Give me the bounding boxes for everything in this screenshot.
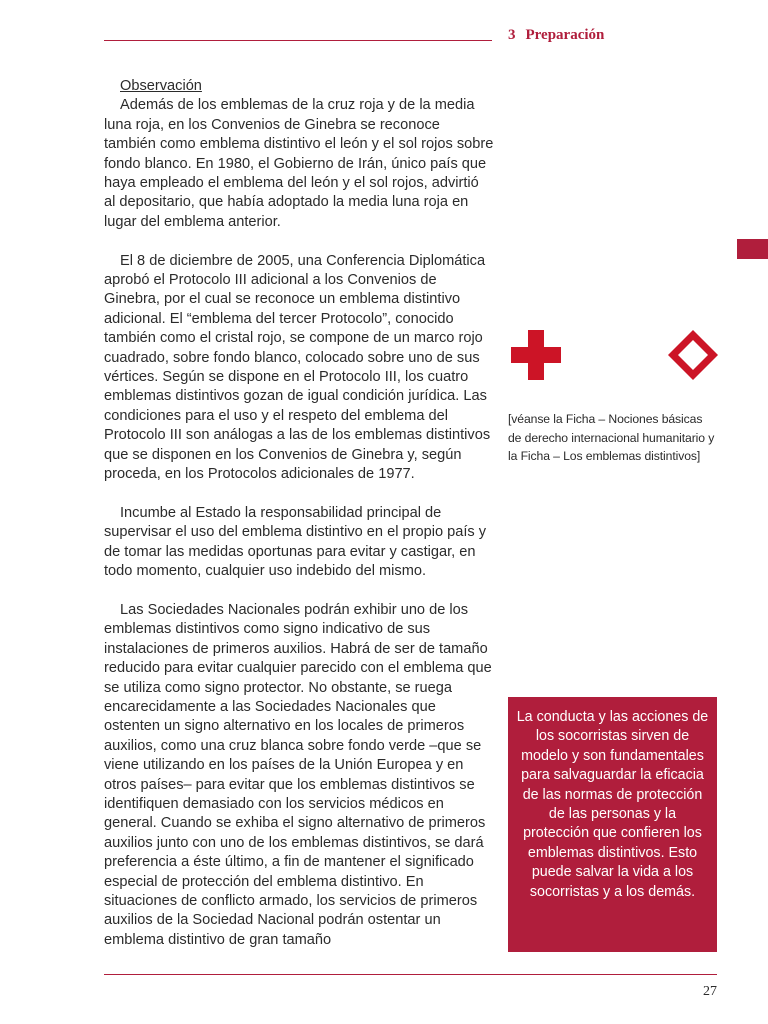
emblems-row: [508, 325, 723, 385]
callout-box: [508, 697, 717, 952]
red-cross-icon: [511, 330, 561, 380]
paragraph-2: El 8 de diciembre de 2005, una Conferencia Diplomática aprobó el Protocolo III adicional a los Convenios de Ginebra, por el cual se reconoce un emblema distintivo adicional. El “emblema del tercer Protocolo”, conocido también como el cristal rojo, se compone de un marco rojo cuadrado, sobre fondo blanco, colocado sobre uno de sus vértices. Según se dispone en el Protocolo III, los cuatro emblemas distintivos gozan de igual condición jurídica. Las condiciones para el uso y el respeto del emblema del Protocolo III son análogas a las de los emblemas distintivos que se disponen en los Convenios de Ginebra y, según proceda, en los Protocolos adicionales de 1977.: [104, 252, 491, 483]
chapter-side-tab: [737, 239, 768, 259]
paragraph-1: Además de los emblemas de la cruz roja y de la media luna roja, en los Convenios de Ginebra se reconoce también como emblema distintivo el león y el sol rojos sobre fondo blanco. En 1980, el Gobierno de Irán, único país que haya empleado el emblema del león y el sol rojos, advirtió al depositario, que había adoptado la media luna roja en lugar del emblema anterior.: [104, 97, 494, 230]
chapter-number: 3: [508, 27, 516, 43]
paragraph-3: Incumbe al Estado la responsabilidad principal de supervisar el uso del emblema distintivo en el propio país y de tomar las medidas oportunas para evitar y castigar, en todo momento, cualquier uso indebido del mismo.: [104, 504, 487, 580]
emblems-graphic: [508, 325, 723, 385]
footer-rule: [104, 974, 717, 975]
emblems-caption: [véanse la Ficha – Nociones básicas de derecho internacional humanitario y la Ficha – Los emblemas distintivos]: [508, 412, 715, 463]
page-number: 27: [703, 984, 717, 999]
callout-text: La conducta y las acciones de los socorristas sirven de modelo y son fundamentales para salvaguardar la eficacia de las normas de protección de las personas y la protección que confieren los emblemas distintivos. Esto puede salvar la vida a los socorristas y a los demás.: [516, 709, 709, 900]
red-crystal-icon: [668, 330, 718, 380]
main-text: [104, 77, 494, 970]
header-rule: [104, 40, 492, 41]
chapter-header: [508, 27, 604, 44]
red-crescent-icon: [606, 333, 628, 377]
section-heading: Observación: [120, 78, 202, 94]
paragraph-4: Las Sociedades Nacionales podrán exhibir uno de los emblemas distintivos como signo indicativo de sus instalaciones de primeros auxilios. Habrá de ser de tamaño reducido para evitar cualquier parecido con el emblema que se utiliza como signo protector. No obstante, se ruega encarecidamente a las Sociedades Nacionales que ostenten un signo alternativo en los locales de primeros auxilios, como una cruz blanca sobre fondo verde –que se viene utilizando en los países de la Unión Europea y en otros países– para evitar que los emblemas distintivos se identifiquen demasiado con los servicios médicos en general. Cuando se exhiba el signo alternativo de primeros auxilios junto con uno de los emblemas distintivos, se dará preferencia a éste último, a fin de mantener el significado especial de protección del emblema distintivo. En situaciones de conflicto armado, los servicios de primeros auxilios de la Sociedad Nacional podrán ostentar un emblema distintivo de gran tamaño: [104, 601, 492, 948]
chapter-title: Preparación: [525, 27, 605, 43]
